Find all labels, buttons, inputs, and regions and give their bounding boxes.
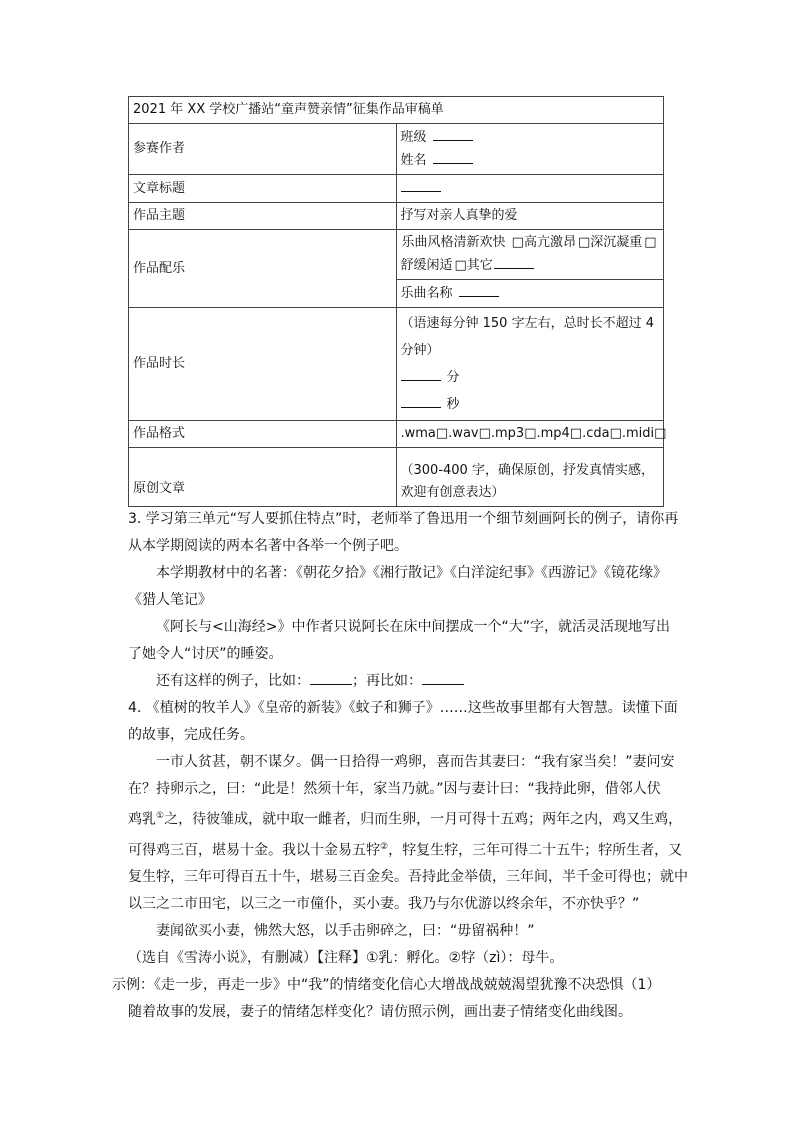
story-line-1: 一市人贫甚，朝不谋夕。偶一日拾得一鸡卵，喜而告其妻曰：“我有家当矣！”妻问安 [156, 754, 675, 770]
music-label: 作品配乐 [129, 230, 397, 308]
article-title-label: 文章标题 [129, 175, 397, 203]
theme-label: 作品主题 [129, 203, 397, 230]
music-other-blank[interactable] [494, 254, 534, 269]
q3-example2: 了她令人“讨厌”的睡姿。 [128, 646, 283, 662]
music-option-1[interactable]: □高亢激昂 [511, 235, 576, 250]
story-line-4b: ，牸复生牸，三年可得二十五牛；牸所生者，又 [388, 842, 683, 859]
second-unit: 秒 [446, 397, 460, 412]
story-line-4a: 可得鸡三百，堪易十金。我以十金易五牸 [128, 842, 380, 859]
minute-unit: 分 [446, 370, 460, 385]
q3-books2: 《猎人笔记》 [128, 592, 212, 608]
theme-value: 抒写对亲人真挚的爱 [396, 203, 664, 230]
q3-more [128, 668, 688, 695]
q3-books: 本学期教材中的名著：《朝花夕拾》《湘行散记》《白洋淀纪事》《西游记》《镜花缘》 [156, 565, 667, 581]
article-title-cell [396, 175, 664, 203]
story-line-3-text: 之，待彼雏成，就中取一雌者，归而生卵，一月可得十五鸡；两年之内，鸡又生鸡， [164, 811, 683, 828]
note-2-mark: ② [380, 841, 389, 852]
task-line: 随着故事的发展，妻子的情绪怎样变化？请仿照示例，画出妻子情绪变化曲线图。 [128, 1004, 632, 1021]
music-name-label: 乐曲名称 [400, 286, 453, 301]
form-title: 2021 年 XX 学校广播站“童声赞亲情”征集作品审稿单 [129, 97, 664, 124]
duration-note: （语速每分钟 150 字左右，总时长不超过 4 分钟） [400, 316, 654, 358]
story-line-4 [128, 834, 688, 865]
music-option-4[interactable]: □其它 [454, 258, 493, 273]
format-value: .wma□.wav□.mp3□.mp4□.cda□.midi□ [396, 421, 664, 448]
name-blank[interactable] [433, 149, 473, 164]
story-line-6: 以三之二市田宅，以三之一市僮仆，买小妻。我乃与尔优游以终余年，不亦快乎？” [128, 896, 640, 913]
q3-example: 《阿长与<山海经>》中作者只说阿长在床中间摆成一个“大”字，就活灵活现地写出 [156, 619, 670, 635]
q3-more-mid: ；再比如： [352, 673, 422, 689]
format-label: 作品格式 [129, 421, 397, 448]
q3-blank-1[interactable] [310, 670, 352, 685]
second-blank[interactable] [401, 393, 441, 408]
original-note: （300-400 字，确保原创，抒发真情实感，欢迎有创意表达） [396, 448, 664, 507]
music-style-prefix: 乐曲风格清新欢快 [401, 235, 506, 250]
duration-cell [396, 308, 664, 421]
review-form-table [128, 96, 667, 507]
original-label: 原创文章 [129, 448, 397, 507]
name-label: 姓名 [400, 153, 427, 168]
class-blank[interactable] [433, 126, 473, 141]
example-line: 示例：《走一步，再走一步》中“我”的情绪变化信心大增战战兢兢渴望犹豫不决恐惧（1） [112, 977, 661, 994]
music-style-cell [396, 230, 664, 280]
chick-word: 鸡乳 [128, 811, 156, 828]
minute-blank[interactable] [401, 366, 441, 381]
author-label: 参赛作者 [129, 124, 397, 175]
author-fields [396, 124, 664, 175]
story-line-3 [128, 803, 688, 834]
music-name-cell [396, 280, 664, 308]
music-option-3[interactable]: □舒缓闲适 [400, 235, 657, 273]
q3-more-prefix: 还有这样的例子，比如： [156, 673, 310, 689]
story-line-5: 复生牸，三年可得百五十牛，堪易三百金矣。吾持此金举债，三年间，半千金可得也；就中 [128, 869, 688, 886]
q4-line2: 的故事，完成任务。 [128, 727, 254, 743]
story-line-7: 妻闻欲买小妻，怫然大怒，以手击卵碎之，曰：“毋留祸种！” [156, 923, 535, 940]
article-title-blank[interactable] [401, 177, 441, 192]
music-option-2[interactable]: □深沉凝重 [577, 235, 643, 250]
q3-line2: 从本学期阅读的两本名著中各举一个例子吧。 [128, 538, 408, 554]
music-name-blank[interactable] [459, 282, 499, 297]
question-text [112, 506, 688, 1026]
note-1-mark: ① [156, 811, 165, 821]
story-line-2: 在？持卵示之，曰：“此是！然须十年，家当乃就。”因与妻计曰：“我持此卵，借邻人伏 [128, 781, 661, 797]
q3-line1: 3. 学习第三单元“写人要抓住特点”时，老师举了鲁迅用一个细节刻画阿长的例子，请你再 [128, 511, 679, 527]
q3-blank-2[interactable] [422, 670, 464, 685]
story-source: （选自《雪涛小说》，有删减）【注释】①乳：孵化。②牸（zì）：母牛。 [128, 950, 564, 967]
duration-label: 作品时长 [129, 308, 397, 421]
q4-line1: 4. 《植树的牧羊人》《皇帝的新装》《蚊子和狮子》……这些故事里都有大智慧。读懂下面 [128, 700, 678, 716]
class-label: 班级 [400, 130, 427, 145]
